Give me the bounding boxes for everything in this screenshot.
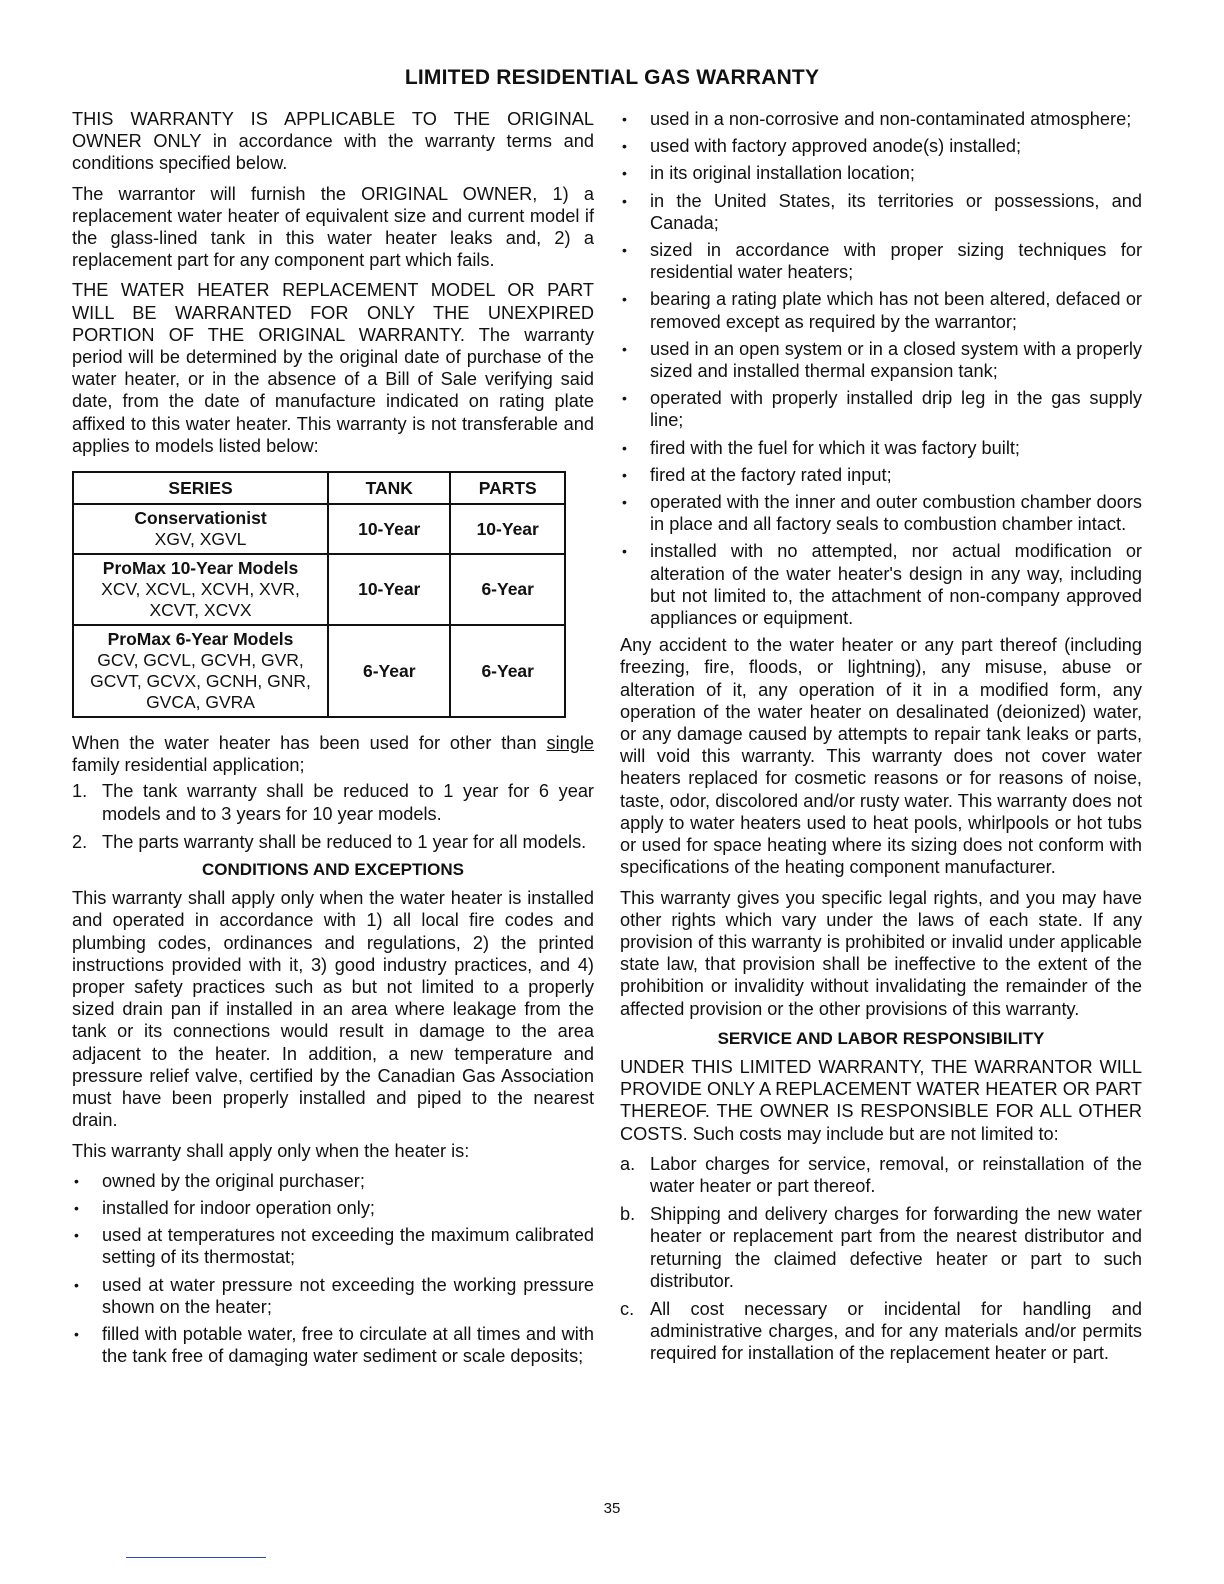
list-item: • used in an open system or in a closed system with a properly sized and installed thermal expansion tank; (620, 338, 1142, 382)
list-item-text: Labor charges for service, removal, or reinstallation of the water heater or part thereof. (650, 1153, 1142, 1196)
list-item (620, 1298, 1142, 1365)
conditions-bullet-list-left (72, 1170, 594, 1368)
conditions-heading: CONDITIONS AND EXCEPTIONS (202, 860, 464, 880)
list-item (72, 780, 594, 824)
list-item-text: All cost necessary or incidental for handling and administrative charges, and for any materials and/or permits required for installation of the replacement heater or part. (650, 1298, 1142, 1364)
apply-only-paragraph: This warranty shall apply only when the heater is: (72, 1140, 470, 1161)
list-item: • used in a non-corrosive and non-contaminated atmosphere; (620, 108, 1142, 130)
list-item: • fired with the fuel for which it was factory built; (620, 437, 1142, 459)
list-item: • used at water pressure not exceeding the working pressure shown on the heater; (72, 1274, 594, 1318)
table-cell-series (73, 504, 328, 554)
intro-paragraph-1: THIS WARRANTY IS APPLICABLE TO THE ORIGINAL OWNER ONLY in accordance with the warranty terms and conditions specified below. (72, 109, 594, 174)
other-use-text-pre: When the water heater has been used for other than (72, 733, 537, 754)
table-row (73, 554, 565, 625)
list-item-text: The tank warranty shall be reduced to 1 year for 6 year models and to 3 years for 10 year models. (102, 781, 594, 824)
table-cell-parts: 10-Year (450, 504, 565, 554)
right-column (620, 108, 1142, 1371)
legal-rights-paragraph: This warranty gives you specific legal rights, and you may have other rights which vary under the laws of each state. If any provision of this warranty is prohibited or invalid under applicable state law, that provision shall be ineffective to the extent of the prohibition or invalidity without invalidating the remainder of the affected provision or the other provisions of this warranty. (620, 887, 1142, 1019)
list-marker: 1. (72, 781, 88, 802)
table-header-parts: PARTS (450, 472, 565, 504)
other-use-text-post: family residential application; (72, 755, 305, 776)
table-cell-parts: 6-Year (450, 625, 565, 717)
table-row (73, 504, 565, 554)
warranty-table (72, 471, 566, 718)
accident-paragraph: Any accident to the water heater or any part thereof (including freezing, fire, floods, or lightning), any misuse, abuse or alteration of it, any operation of it in a modified form, any operation of the water heater on desalinated (deionized) water, or any damage caused by attempts to repair tank leaks or parts, will void this warranty. This warranty does not cover water heaters replaced for cosmetic reasons or for reasons of noise, taste, odor, discolored and/or rusty water. This warranty does not apply to water heaters used to heat pools, whirlpools or hot tubs or used for space heating where its sizing does not conform with specifications of the heating component manufacturer. (620, 635, 1142, 878)
list-marker: c. (620, 1298, 635, 1319)
costs-list (620, 1153, 1142, 1365)
list-item: • bearing a rating plate which has not been altered, defaced or removed except as required by the warrantor; (620, 288, 1142, 332)
list-item: • operated with the inner and outer combustion chamber doors in place and all factory seals to combustion chamber intact. (620, 491, 1142, 535)
other-use-text-underlined: single (546, 733, 594, 754)
table-cell-series (73, 625, 328, 717)
list-item: • installed for indoor operation only; (72, 1197, 594, 1219)
page-number: 35 (603, 1500, 621, 1517)
list-item (72, 831, 594, 853)
conditions-bullet-list-right (620, 108, 1142, 629)
list-item: • sized in accordance with proper sizing techniques for residential water heaters; (620, 239, 1142, 283)
list-item: • installed with no attempted, nor actual modification or alteration of the water heater's design in any way, including but not limited to, the attachment of non-company approved appliances or equipment. (620, 540, 1142, 629)
table-header-tank: TANK (328, 472, 450, 504)
list-marker: b. (620, 1204, 636, 1225)
series-models: XCV, XCVL, XCVH, XVR, XCVT, XCVX (101, 579, 300, 621)
table-cell-tank: 10-Year (328, 554, 450, 625)
list-item (620, 1203, 1142, 1292)
list-item-text: Shipping and delivery charges for forwarding the new water heater or replacement part from the nearest distributor and returning the claimed defective heater or part to such distributor. (650, 1204, 1142, 1291)
table-header-row (73, 472, 565, 504)
table-header-series: SERIES (73, 472, 328, 504)
service-heading: SERVICE AND LABOR RESPONSIBILITY (717, 1028, 1045, 1048)
series-name: ProMax 6-Year Models (107, 629, 294, 650)
intro-paragraph-2: The warrantor will furnish the ORIGINAL OWNER, 1) a replacement water heater of equivalent size and current model if the glass-lined tank in this water heater leaks and, 2) a replacement part for any component part which fails. (72, 183, 594, 271)
conditions-paragraph: This warranty shall apply only when the water heater is installed and operated in accordance with 1) all local fire codes and plumbing codes, ordinances and regulations, 2) the printed instructions provided with it, 3) good industry practices, and 4) proper safety practices such as but not limited to a properly sized drain pan if installed in an area where leakage from the tank or its connections would result in damage to the area adjacent to the heater. In addition, a new temperature and pressure relief valve, certified by the Canadian Gas Association must have been properly installed and piped to the nearest drain. (72, 888, 594, 1131)
table-cell-series (73, 554, 328, 625)
list-item: • used with factory approved anode(s) installed; (620, 135, 1142, 157)
page-title: LIMITED RESIDENTIAL GAS WARRANTY (404, 66, 820, 89)
list-item: • operated with properly installed drip leg in the gas supply line; (620, 387, 1142, 431)
series-name: ProMax 10-Year Models (102, 558, 299, 579)
reduction-list (72, 780, 594, 853)
table-cell-tank: 6-Year (328, 625, 450, 717)
list-marker: a. (620, 1153, 636, 1174)
table-row (73, 625, 565, 717)
left-column (72, 108, 594, 1373)
list-item: • in its original installation location; (620, 162, 1142, 184)
intro-paragraph-3: THE WATER HEATER REPLACEMENT MODEL OR PART WILL BE WARRANTED FOR ONLY THE UNEXPIRED PORTION OF THE ORIGINAL WARRANTY. The warranty period will be determined by the original date of purchase of the water heater, or in the absence of a Bill of Sale verifying said date, from the date of manufacture indicated on rating plate affixed to this water heater. This warranty is not transferable and applies to models listed below: (72, 280, 594, 456)
other-use-paragraph (72, 732, 594, 776)
service-paragraph: UNDER THIS LIMITED WARRANTY, THE WARRANTOR WILL PROVIDE ONLY A REPLACEMENT WATER HEATER OR PART THEREOF. THE OWNER IS RESPONSIBLE FOR ALL OTHER COSTS. Such costs may include but are not limited to: (620, 1056, 1142, 1144)
series-models: GCV, GCVL, GCVH, GVR, GCVT, GCVX, GCNH, GNR, GVCA, GVRA (90, 650, 311, 713)
list-item: • in the United States, its territories or possessions, and Canada; (620, 190, 1142, 234)
list-item (620, 1153, 1142, 1197)
table-cell-tank: 10-Year (328, 504, 450, 554)
list-item: • fired at the factory rated input; (620, 464, 1142, 486)
list-item-text: The parts warranty shall be reduced to 1 year for all models. (102, 831, 587, 852)
footer-rule (126, 1557, 266, 1558)
list-item: • filled with potable water, free to circulate at all times and with the tank free of damaging water sediment or scale deposits; (72, 1323, 594, 1367)
series-models: XGV, XGVL (154, 529, 247, 550)
list-item: • used at temperatures not exceeding the maximum calibrated setting of its thermostat; (72, 1224, 594, 1268)
list-marker: 2. (72, 831, 88, 852)
table-cell-parts: 6-Year (450, 554, 565, 625)
series-name: Conservationist (134, 508, 267, 529)
list-item: • owned by the original purchaser; (72, 1170, 594, 1192)
